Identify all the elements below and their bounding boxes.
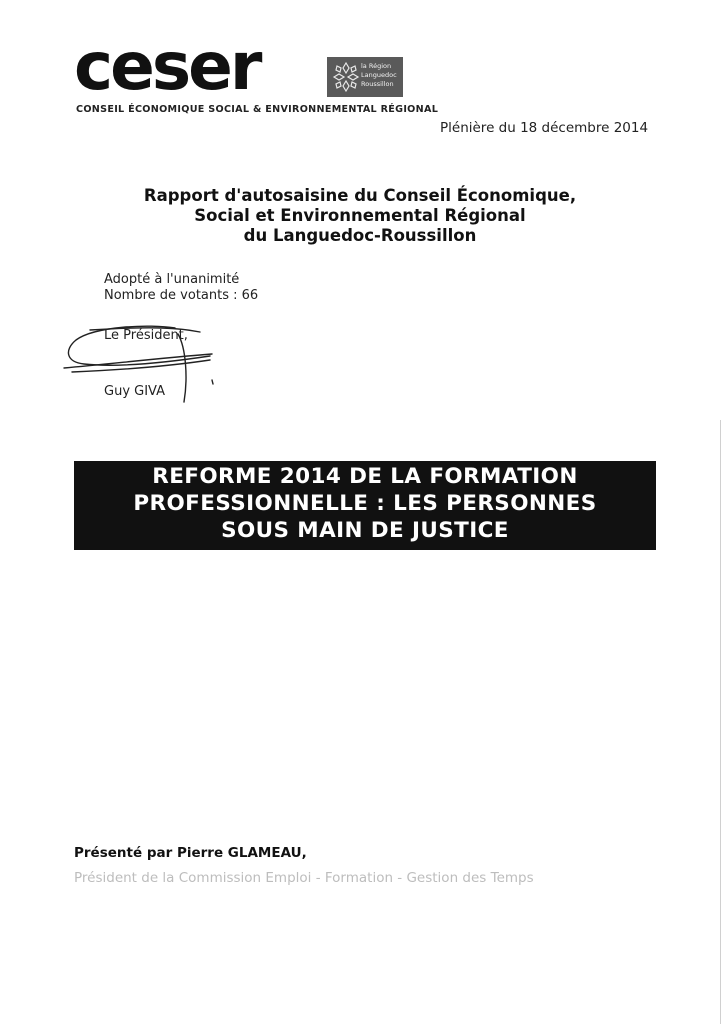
logo-wordmark: ceser <box>74 28 260 105</box>
adoption-info <box>104 272 258 304</box>
scan-edge-line <box>720 420 721 1024</box>
report-topic-banner <box>74 461 656 550</box>
banner-line: PROFESSIONNELLE : LES PERSONNES <box>133 491 597 516</box>
adoption-status: Adopté à l'unanimité <box>104 272 240 287</box>
presenter-name: Présenté par Pierre GLAMEAU, <box>74 845 307 861</box>
banner-line: SOUS MAIN DE JUSTICE <box>221 518 509 543</box>
presenter-role: Président de la Commission Emploi - Formation - Gestion des Temps <box>74 870 534 886</box>
report-title-line: Rapport d'autosaisine du Conseil Économique, <box>143 186 577 205</box>
logo-subtitle: CONSEIL ÉCONOMIQUE SOCIAL & ENVIRONNEMENTAL RÉGIONAL <box>76 104 439 115</box>
signatory-name: Guy GIVA <box>104 384 166 399</box>
banner-line: REFORME 2014 DE LA FORMATION <box>152 464 578 489</box>
report-title-line: Social et Environnemental Régional <box>194 206 526 225</box>
occitan-cross-icon <box>331 60 361 94</box>
handwritten-signature <box>60 318 240 408</box>
region-logo-box <box>327 57 403 97</box>
ceser-logo <box>74 28 439 122</box>
voter-count: Nombre de votants : 66 <box>104 288 259 303</box>
report-title-line: du Languedoc-Roussillon <box>243 226 477 245</box>
region-name: la Région Languedoc Roussillon <box>361 62 397 88</box>
report-title <box>100 186 620 246</box>
plenary-date: Plénière du 18 décembre 2014 <box>440 120 649 136</box>
signatory-role: Le Président, <box>104 328 188 343</box>
